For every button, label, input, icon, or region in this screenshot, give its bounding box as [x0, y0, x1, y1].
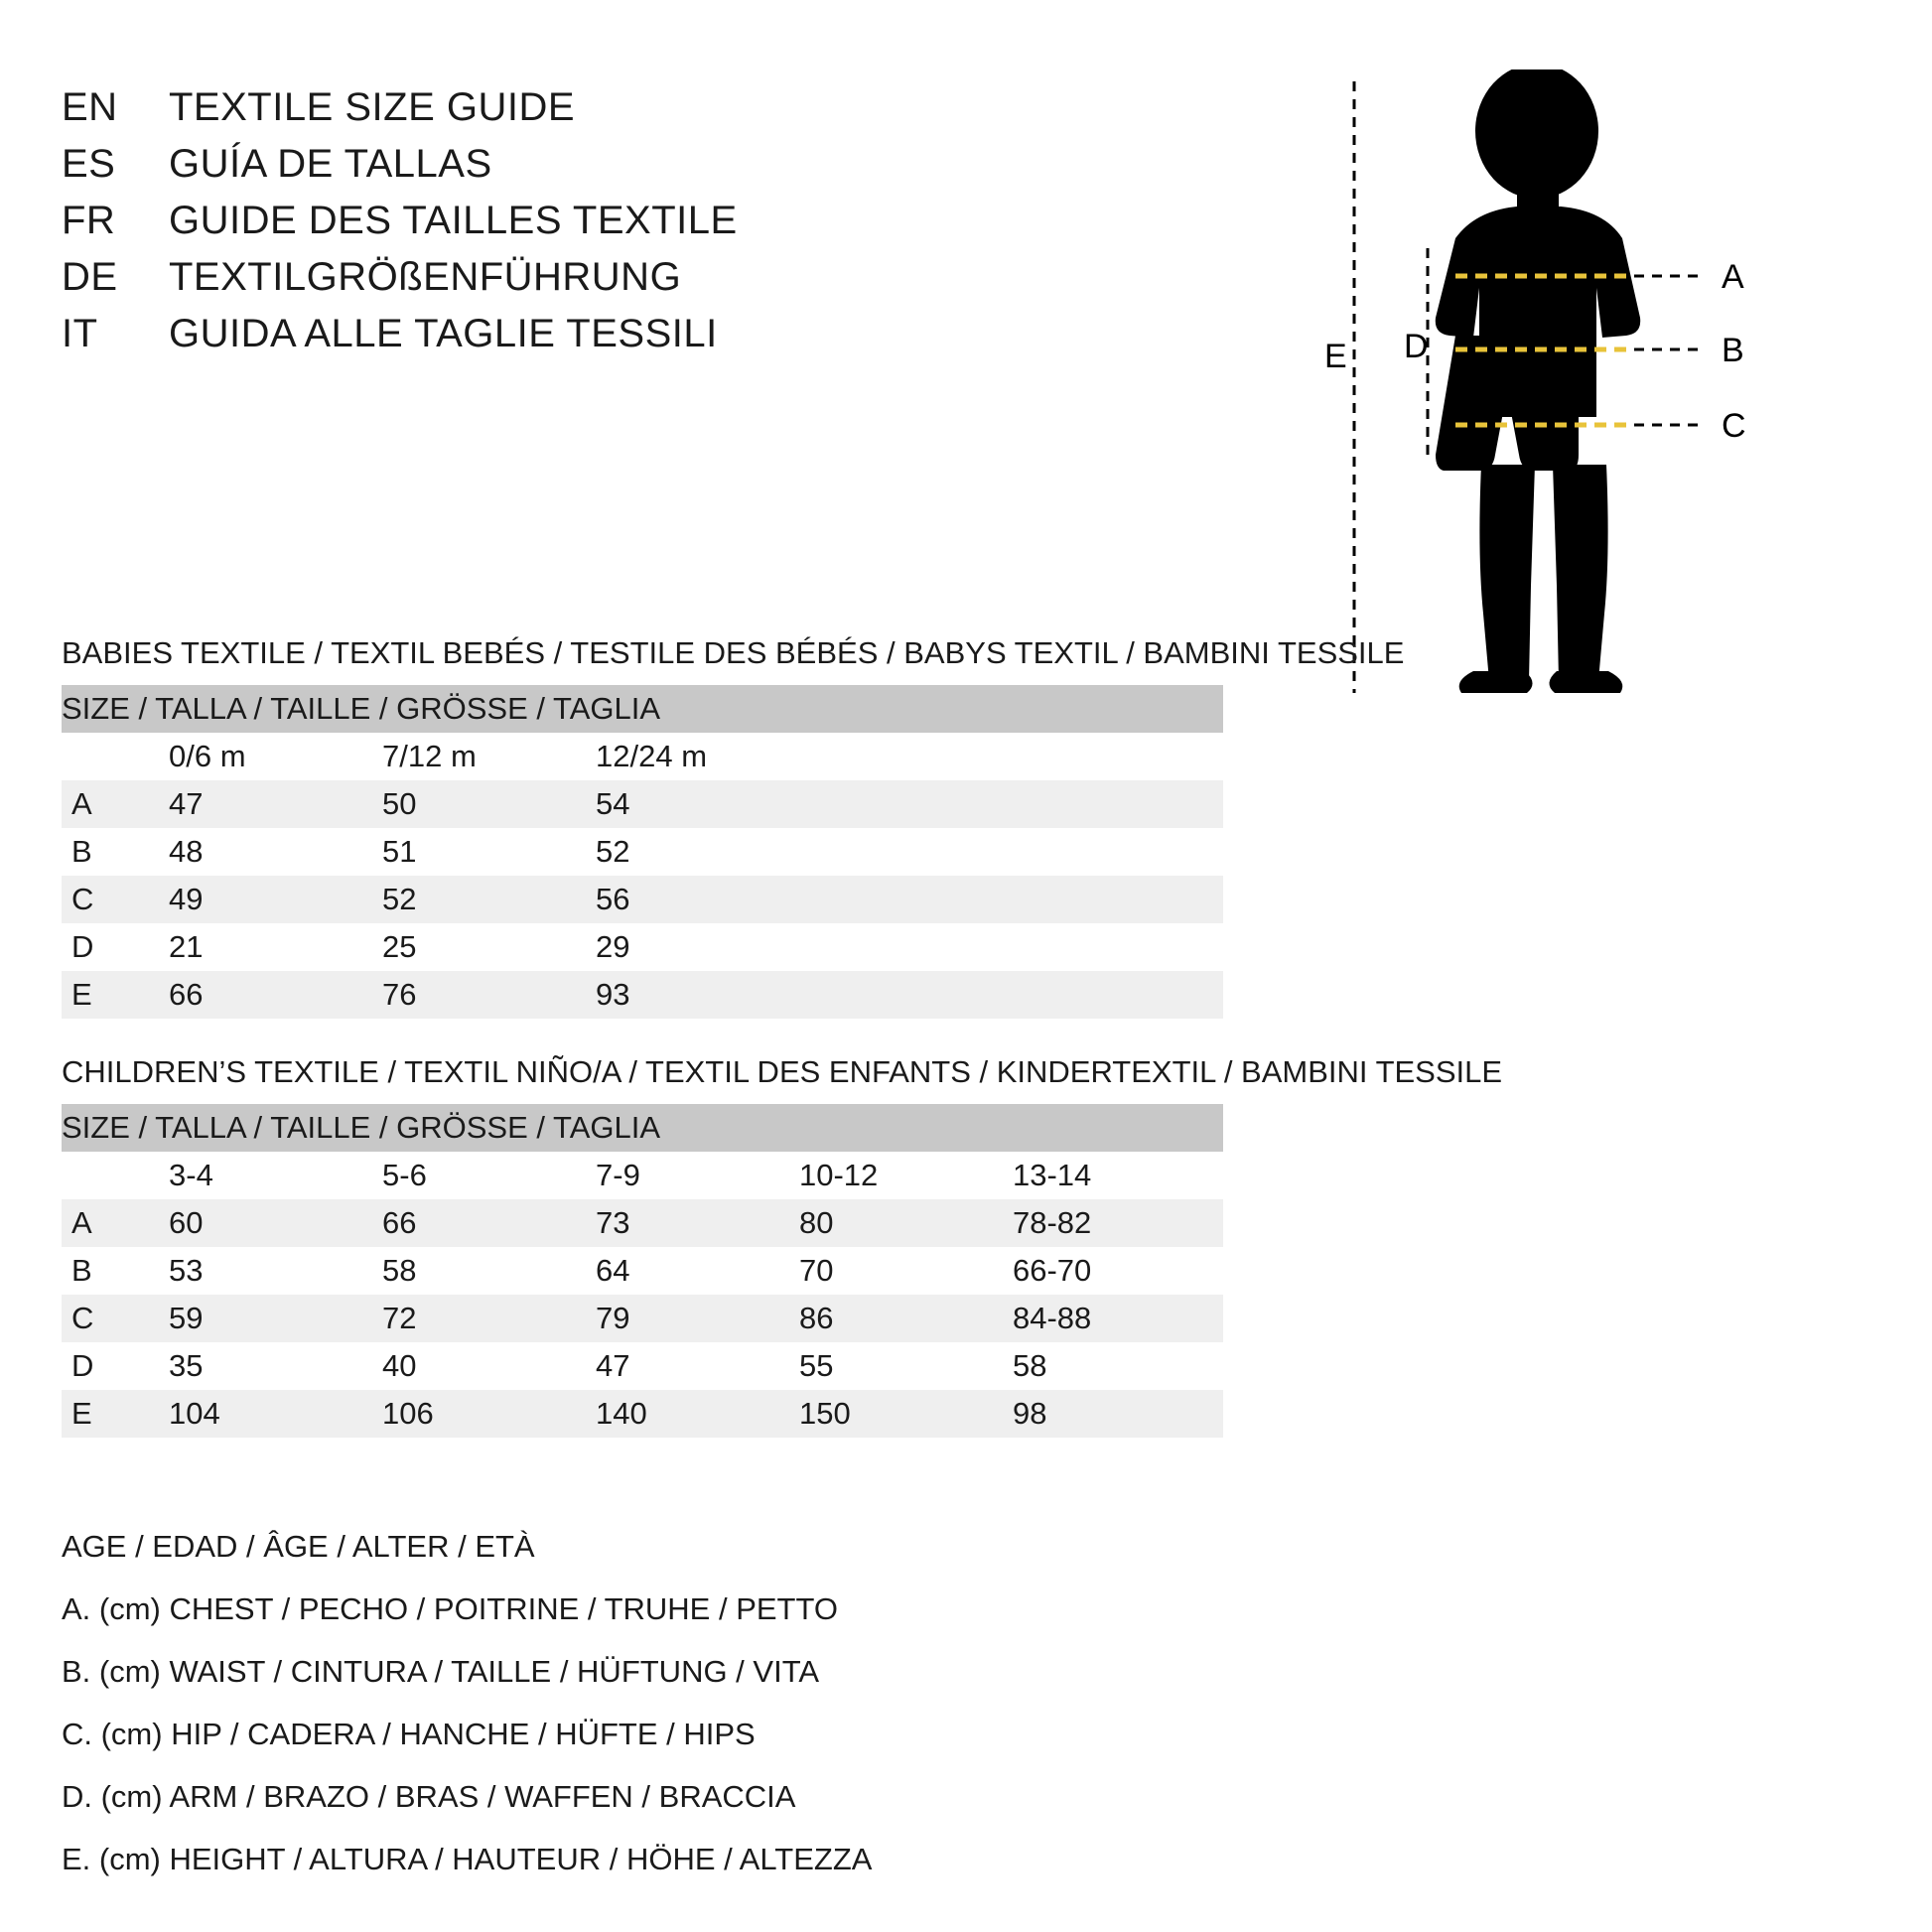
table-cell: 48	[169, 828, 382, 876]
table-cell: 104	[169, 1390, 382, 1438]
table-cell: 58	[382, 1247, 596, 1295]
language-code: FR	[62, 199, 116, 242]
row-label: A	[62, 780, 169, 828]
table-cell: 53	[169, 1247, 382, 1295]
table-cell: 47	[169, 780, 382, 828]
table-header-band	[62, 685, 1223, 733]
table-cell: 79	[596, 1295, 799, 1342]
table-cell: 140	[596, 1390, 799, 1438]
table-cell: 76	[382, 971, 596, 1019]
table-cell: 80	[799, 1199, 1013, 1247]
spacer-cell	[809, 733, 1223, 780]
table-cell: 66	[382, 1199, 596, 1247]
legend-item: C. (cm) HIP / CADERA / HANCHE / HÜFTE / HIPS	[62, 1717, 756, 1751]
table-cell: 66	[169, 971, 382, 1019]
table-cell: 72	[382, 1295, 596, 1342]
column-header: 12/24 m	[596, 733, 809, 780]
table-cell: 58	[1013, 1342, 1223, 1390]
row-label: E	[62, 971, 169, 1019]
table-header-band	[62, 1104, 1223, 1152]
spacer-cell	[809, 923, 1223, 971]
row-label: B	[62, 1247, 169, 1295]
row-label: D	[62, 1342, 169, 1390]
table-row	[62, 1199, 1223, 1247]
babies-section-title: BABIES TEXTILE / TEXTIL BEBÉS / TESTILE DES BÉBÉS / BABYS TEXTIL / BAMBINI TESSILE	[62, 635, 1405, 670]
language-header	[62, 85, 1154, 368]
table-cell: 98	[1013, 1390, 1223, 1438]
table-row	[62, 1295, 1223, 1342]
table-cell: 35	[169, 1342, 382, 1390]
table-cell: 150	[799, 1390, 1013, 1438]
table-cell: 93	[596, 971, 809, 1019]
corner-cell	[62, 1152, 169, 1199]
language-row	[62, 85, 1154, 130]
table-cell: 86	[799, 1295, 1013, 1342]
table-cell: 29	[596, 923, 809, 971]
table-cell: 59	[169, 1295, 382, 1342]
language-title: GUÍA DE TALLAS	[169, 142, 492, 186]
column-header: 3-4	[169, 1152, 382, 1199]
marker-label-b: B	[1722, 332, 1744, 369]
language-title: TEXTILGRÖßENFÜHRUNG	[169, 255, 682, 299]
table-cell: 47	[596, 1342, 799, 1390]
row-label: B	[62, 828, 169, 876]
column-header: 10-12	[799, 1152, 1013, 1199]
table-cell: 52	[382, 876, 596, 923]
table-cell: 51	[382, 828, 596, 876]
table-cell: 106	[382, 1390, 596, 1438]
language-code: DE	[62, 255, 118, 299]
table-cell: 54	[596, 780, 809, 828]
language-row	[62, 199, 1154, 243]
language-title: GUIDA ALLE TAGLIE TESSILI	[169, 312, 718, 355]
table-row	[62, 923, 1223, 971]
spacer-cell	[809, 876, 1223, 923]
babies-section	[62, 635, 1405, 1019]
table-cell: 73	[596, 1199, 799, 1247]
legend-item: A. (cm) CHEST / PECHO / POITRINE / TRUHE / PETTO	[62, 1591, 838, 1626]
marker-label-c: C	[1722, 407, 1746, 445]
row-label: D	[62, 923, 169, 971]
language-code: IT	[62, 312, 98, 355]
language-row	[62, 142, 1154, 187]
babies-band-label: SIZE / TALLA / TAILLE / GRÖSSE / TAGLIA	[62, 685, 1223, 733]
legend-item: D. (cm) ARM / BRAZO / BRAS / WAFFEN / BRACCIA	[62, 1779, 796, 1814]
language-row	[62, 312, 1154, 356]
children-section	[62, 1054, 1503, 1438]
table-cell: 84-88	[1013, 1295, 1223, 1342]
table-cell: 56	[596, 876, 809, 923]
babies-size-table	[62, 685, 1223, 1019]
marker-label-d: D	[1404, 328, 1429, 365]
table-row	[62, 1390, 1223, 1438]
spacer-cell	[809, 971, 1223, 1019]
row-label: C	[62, 876, 169, 923]
children-band-label: SIZE / TALLA / TAILLE / GRÖSSE / TAGLIA	[62, 1104, 1223, 1152]
table-column-header-row	[62, 1152, 1223, 1199]
children-size-table	[62, 1104, 1223, 1438]
language-code: EN	[62, 85, 118, 129]
spacer-cell	[809, 780, 1223, 828]
table-cell: 40	[382, 1342, 596, 1390]
table-cell: 78-82	[1013, 1199, 1223, 1247]
legend-item: B. (cm) WAIST / CINTURA / TAILLE / HÜFTUNG / VITA	[62, 1654, 820, 1689]
legend-block	[62, 1529, 1253, 1904]
column-header: 13-14	[1013, 1152, 1223, 1199]
column-header: 7/12 m	[382, 733, 596, 780]
table-row	[62, 828, 1223, 876]
row-label: E	[62, 1390, 169, 1438]
table-cell: 60	[169, 1199, 382, 1247]
corner-cell	[62, 733, 169, 780]
marker-label-e: E	[1324, 338, 1347, 375]
table-row	[62, 1247, 1223, 1295]
marker-label-a: A	[1722, 258, 1744, 296]
table-cell: 64	[596, 1247, 799, 1295]
table-row	[62, 971, 1223, 1019]
language-title: GUIDE DES TAILLES TEXTILE	[169, 199, 738, 242]
spacer-cell	[809, 828, 1223, 876]
language-row	[62, 255, 1154, 300]
children-section-title: CHILDREN’S TEXTILE / TEXTIL NIÑO/A / TEXTIL DES ENFANTS / KINDERTEXTIL / BAMBINI TESSILE	[62, 1054, 1503, 1089]
language-code: ES	[62, 142, 116, 186]
table-row	[62, 1342, 1223, 1390]
table-cell: 66-70	[1013, 1247, 1223, 1295]
table-column-header-row	[62, 733, 1223, 780]
table-cell: 21	[169, 923, 382, 971]
column-header: 0/6 m	[169, 733, 382, 780]
table-row	[62, 780, 1223, 828]
table-cell: 50	[382, 780, 596, 828]
column-header: 7-9	[596, 1152, 799, 1199]
table-cell: 49	[169, 876, 382, 923]
column-header: 5-6	[382, 1152, 596, 1199]
legend-item: E. (cm) HEIGHT / ALTURA / HAUTEUR / HÖHE / ALTEZZA	[62, 1842, 873, 1876]
table-cell: 55	[799, 1342, 1013, 1390]
language-title: TEXTILE SIZE GUIDE	[169, 85, 576, 129]
row-label: A	[62, 1199, 169, 1247]
row-label: C	[62, 1295, 169, 1342]
table-row	[62, 876, 1223, 923]
table-cell: 52	[596, 828, 809, 876]
legend-item: AGE / EDAD / ÂGE / ALTER / ETÀ	[62, 1529, 535, 1564]
table-cell: 70	[799, 1247, 1013, 1295]
table-cell: 25	[382, 923, 596, 971]
